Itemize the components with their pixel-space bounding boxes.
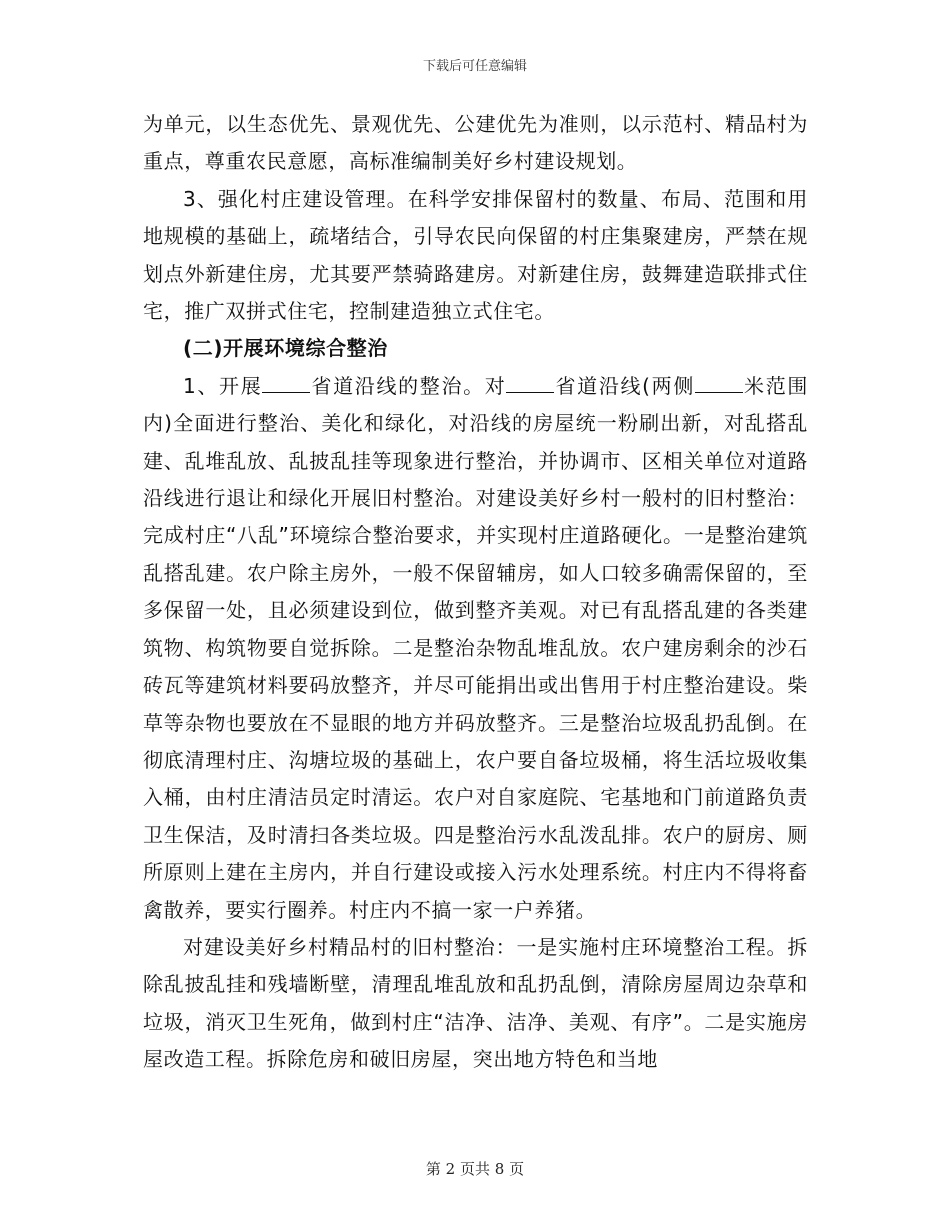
text-run: 1、开展 [183, 373, 263, 398]
document-body [143, 106, 808, 1079]
page-number: 第 2 页共 8 页 [425, 1160, 525, 1178]
paragraph-continuation: 为单元，以生态优先、景观优先、公建优先为准则，以示范村、精品村为重点，尊重农民意愿，高标准编制美好乡村建设规划。 [143, 112, 808, 174]
fill-in-blank [506, 374, 554, 393]
text-run: 米范围内)全面进行整治、美化和绿化，对沿线的房屋统一粉刷出新，对乱搭乱建、乱堆乱放、乱披乱挂等现象进行整治，并协调市、区相关单位对道路沿线进行退让和绿化开展旧村整治。对建设美好乡村一般村的旧村整治：完成村庄“八乱”环境综合整治要求，并实现村庄道路硬化。一是整治建筑乱搭乱建。农户除主房外，一般不保留辅房，如人口较多确需保留的，至多保留一处，且必须建设到位，做到整齐美观。对已有乱搭乱建的各类建筑物、构筑物要自觉拆除。二是整治杂物乱堆乱放。农户建房剩余的沙石砖瓦等建筑材料要码放整齐，并尽可能捐出或出售用于村庄整治建设。柴草等杂物也要放在不显眼的地方并码放整齐。三是整治垃圾乱扔乱倒。在彻底清理村庄、沟塘垃圾的基础上，农户要自备垃圾桶，将生活垃圾收集入桶，由村庄清洁员定时清运。农户对自家庭院、宅基地和门前道路负责卫生保洁，及时清扫各类垃圾。四是整治污水乱泼乱排。农户的厨房、厕所原则上建在主房内，并自行建设或接入污水处理系统。村庄内不得将畜禽散养，要实行圈养。村庄内不搞一家一户养猪。 [143, 373, 808, 922]
text-run: 省道沿线的整治。对 [310, 373, 507, 398]
paragraph-environment-rectification [143, 368, 808, 929]
section-heading: (二)开展环境综合整治 [183, 336, 388, 361]
paragraph-village-management: 3、强化村庄建设管理。在科学安排保留村的数量、布局、范围和用地规模的基础上，疏堵结合，引导农民向保留的村庄集聚建房，严禁在规划点外新建住房，尤其要严禁骑路建房。对新建住房，鼓舞建造联排式住宅，推广双拼式住宅，控制建造独立式住宅。 [143, 186, 808, 324]
page-header: 下载后可任意编辑 [422, 59, 527, 74]
paragraph-boutique-village: 对建设美好乡村精品村的旧村整治：一是实施村庄环境整治工程。拆除乱披乱挂和残墙断壁，清理乱堆乱放和乱扔乱倒，清除房屋周边杂草和垃圾，消灭卫生死角，做到村庄“洁净、洁净、美观、有序”。二是实施房屋改造工程。拆除危房和破旧房屋，突出地方特色和当地 [143, 934, 808, 1072]
text-run: 省道沿线(两侧 [554, 373, 695, 398]
fill-in-blank [695, 374, 743, 393]
fill-in-blank [262, 374, 310, 393]
